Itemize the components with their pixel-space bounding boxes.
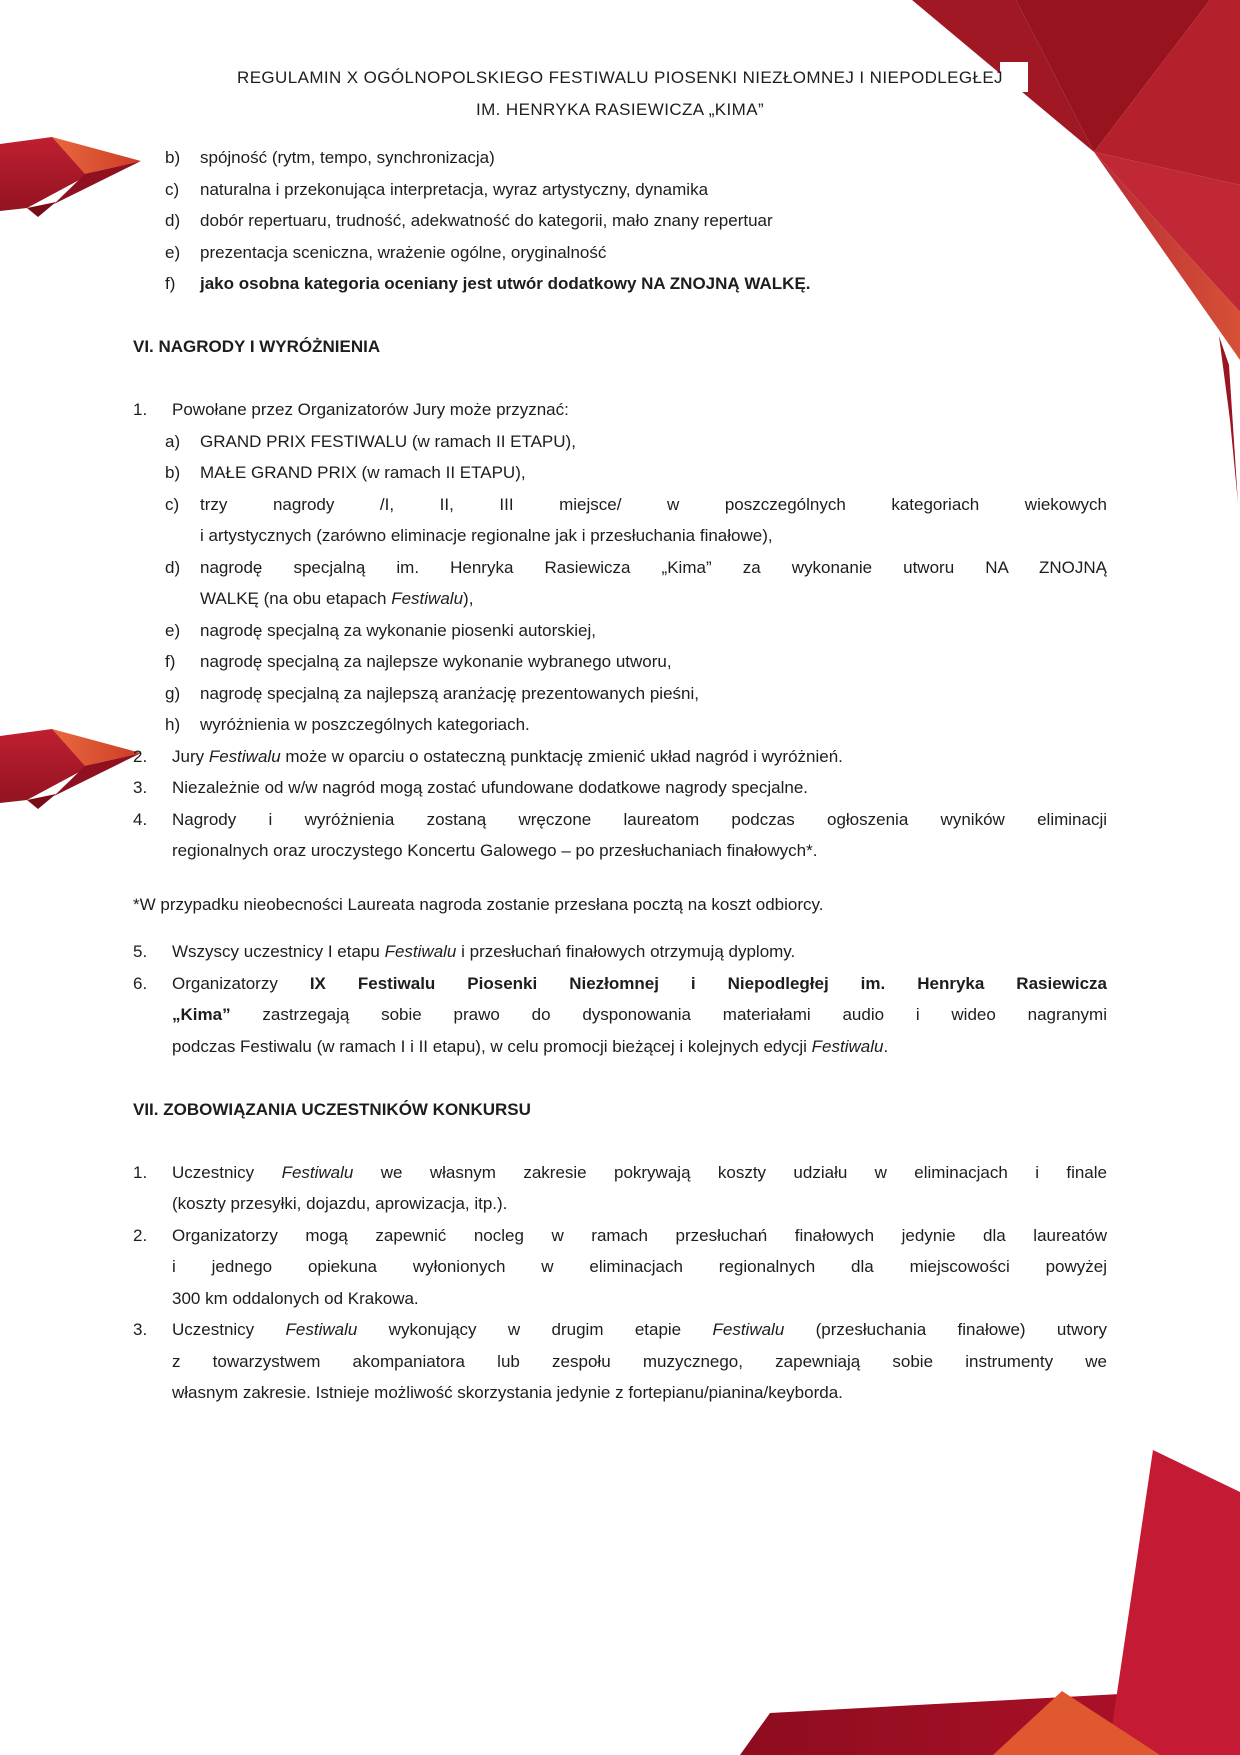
text-block bbox=[133, 968, 1107, 1063]
text-block bbox=[133, 1094, 1107, 1126]
text-block bbox=[133, 1157, 1107, 1220]
list-marker: g) bbox=[165, 683, 181, 703]
text-block bbox=[133, 1314, 1107, 1409]
text-block bbox=[133, 772, 1107, 804]
text-block bbox=[133, 889, 1107, 921]
text-block bbox=[133, 678, 1107, 710]
list-marker: b) bbox=[165, 148, 181, 168]
text-block bbox=[133, 741, 1107, 773]
list-marker: c) bbox=[165, 494, 180, 514]
list-marker: 2. bbox=[133, 746, 148, 766]
list-marker: 1. bbox=[133, 1162, 148, 1182]
text-block bbox=[133, 237, 1107, 269]
list-marker: f) bbox=[165, 274, 176, 294]
document-body bbox=[133, 142, 1107, 1408]
list-marker: 3. bbox=[133, 1320, 148, 1340]
block-text: Organizatorzy mogą zapewnić nocleg w ramach przesłuchań finałowych jedynie dla laureatów i jednego opiekuna wyłonionych w eliminacjach regionalnych dla miejscowości powyżej 300 km oddalonych od Krakowa. bbox=[172, 1225, 1107, 1308]
block-text: trzy nagrody /I, II, III miejsce/ w poszczególnych kategoriach wiekowych i artystycznych (zarówno eliminacje regionalne jak i przesłuchania finałowe), bbox=[200, 494, 1107, 546]
block-text: GRAND PRIX FESTIWALU (w ramach II ETAPU), bbox=[200, 431, 576, 451]
block-text: Jury Festiwalu może w oparciu o ostateczną punktację zmienić układ nagród i wyróżnień. bbox=[172, 746, 843, 766]
text-block bbox=[133, 426, 1107, 458]
list-marker: 2. bbox=[133, 1225, 148, 1245]
block-text: VI. NAGRODY I WYRÓŻNIENIA bbox=[133, 337, 381, 357]
block-text: nagrodę specjalną za najlepsze wykonanie wybranego utworu, bbox=[200, 652, 672, 672]
block-text: spójność (rytm, tempo, synchronizacja) bbox=[200, 148, 495, 168]
block-text: jako osobna kategoria oceniany jest utwór dodatkowy NA ZNOJNĄ WALKĘ. bbox=[200, 274, 811, 294]
list-marker: e) bbox=[165, 620, 181, 640]
block-text: nagrodę specjalną za wykonanie piosenki autorskiej, bbox=[200, 620, 596, 640]
list-marker: 1. bbox=[133, 400, 148, 420]
document-content bbox=[133, 62, 1107, 1409]
decor-bottom-right-fold bbox=[740, 1450, 1240, 1755]
block-text: prezentacja sceniczna, wrażenie ogólne, oryginalność bbox=[200, 242, 607, 262]
block-text: wyróżnienia w poszczególnych kategoriach. bbox=[200, 715, 530, 735]
list-marker: d) bbox=[165, 211, 181, 231]
block-text: *W przypadku nieobecności Laureata nagroda zostanie przesłana pocztą na koszt odbiorcy. bbox=[133, 894, 824, 914]
list-marker: c) bbox=[165, 179, 180, 199]
list-marker: e) bbox=[165, 242, 181, 262]
list-marker: 3. bbox=[133, 778, 148, 798]
block-text: Wszyscy uczestnicy I etapu Festiwalu i przesłuchań finałowych otrzymują dyplomy. bbox=[172, 942, 796, 962]
block-text: Powołane przez Organizatorów Jury może przyznać: bbox=[172, 400, 569, 420]
text-block bbox=[133, 709, 1107, 741]
list-marker: h) bbox=[165, 715, 181, 735]
list-marker: f) bbox=[165, 652, 176, 672]
text-block bbox=[133, 331, 1107, 363]
block-text: Organizatorzy IX Festiwalu Piosenki Niezłomnej i Niepodległej im. Henryka Rasiewicza „Kima” zastrzegają sobie prawo do dysponowania materiałami audio i wideo nagranymi podczas Festiwalu (w ramach I i II etapu), w celu promocji bieżącej i kolejnych edycji Festiwalu. bbox=[172, 973, 1108, 1056]
block-text: MAŁE GRAND PRIX (w ramach II ETAPU), bbox=[200, 463, 526, 483]
text-block bbox=[133, 394, 1107, 426]
document-title-line2: IM. HENRYKA RASIEWICZA „KIMA” bbox=[475, 99, 765, 119]
block-text: Niezależnie od w/w nagród mogą zostać ufundowane dodatkowe nagrody specjalne. bbox=[172, 778, 809, 798]
block-text: nagrodę specjalną im. Henryka Rasiewicza „Kima” za wykonanie utworu NA ZNOJNĄ WALKĘ (na obu etapach Festiwalu), bbox=[200, 557, 1107, 609]
list-marker: 5. bbox=[133, 942, 148, 962]
block-text: Nagrody i wyróżnienia zostaną wręczone laureatom podczas ogłoszenia wyników eliminacji regionalnych oraz uroczystego Koncertu Galowego – po przesłuchaniach finałowych*. bbox=[172, 809, 1107, 861]
text-block bbox=[133, 804, 1107, 867]
text-block bbox=[133, 1220, 1107, 1315]
text-block bbox=[133, 489, 1107, 552]
list-marker: a) bbox=[165, 431, 181, 451]
list-marker: 4. bbox=[133, 809, 148, 829]
block-text: Uczestnicy Festiwalu we własnym zakresie pokrywają koszty udziału w eliminacjach i finale (koszty przesyłki, dojazdu, aprowizacja, itp.). bbox=[172, 1162, 1107, 1214]
document-title-line1: REGULAMIN X OGÓLNOPOLSKIEGO FESTIWALU PIOSENKI NIEZŁOMNEJ I NIEPODLEGŁEJ bbox=[237, 68, 1003, 87]
block-text: Uczestnicy Festiwalu wykonujący w drugim etapie Festiwalu (przesłuchania finałowe) utwory z towarzystwem akompaniatora lub zespołu muzycznego, zapewniają sobie instrumenty we własnym zakresie. Istnieje możliwość skorzystania jedynie z fortepianu/pianina/keyborda. bbox=[172, 1320, 1107, 1403]
text-block bbox=[133, 615, 1107, 647]
text-block bbox=[133, 142, 1107, 174]
block-text: naturalna i przekonująca interpretacja, wyraz artystyczny, dynamika bbox=[200, 179, 709, 199]
list-marker: b) bbox=[165, 463, 181, 483]
text-block bbox=[133, 205, 1107, 237]
block-text: dobór repertuaru, trudność, adekwatność do kategorii, mało znany repertuar bbox=[200, 211, 773, 231]
text-block bbox=[133, 646, 1107, 678]
block-text: VII. ZOBOWIĄZANIA UCZESTNIKÓW KONKURSU bbox=[133, 1099, 531, 1119]
text-block bbox=[133, 268, 1107, 300]
block-text: nagrodę specjalną za najlepszą aranżację prezentowanych pieśni, bbox=[200, 683, 699, 703]
decor-origami-bird-1 bbox=[0, 137, 141, 217]
list-marker: d) bbox=[165, 557, 181, 577]
text-block bbox=[133, 457, 1107, 489]
list-marker: 6. bbox=[133, 973, 148, 993]
text-block bbox=[133, 936, 1107, 968]
decor-origami-bird-2 bbox=[0, 729, 141, 809]
text-block bbox=[133, 552, 1107, 615]
text-block bbox=[133, 174, 1107, 206]
